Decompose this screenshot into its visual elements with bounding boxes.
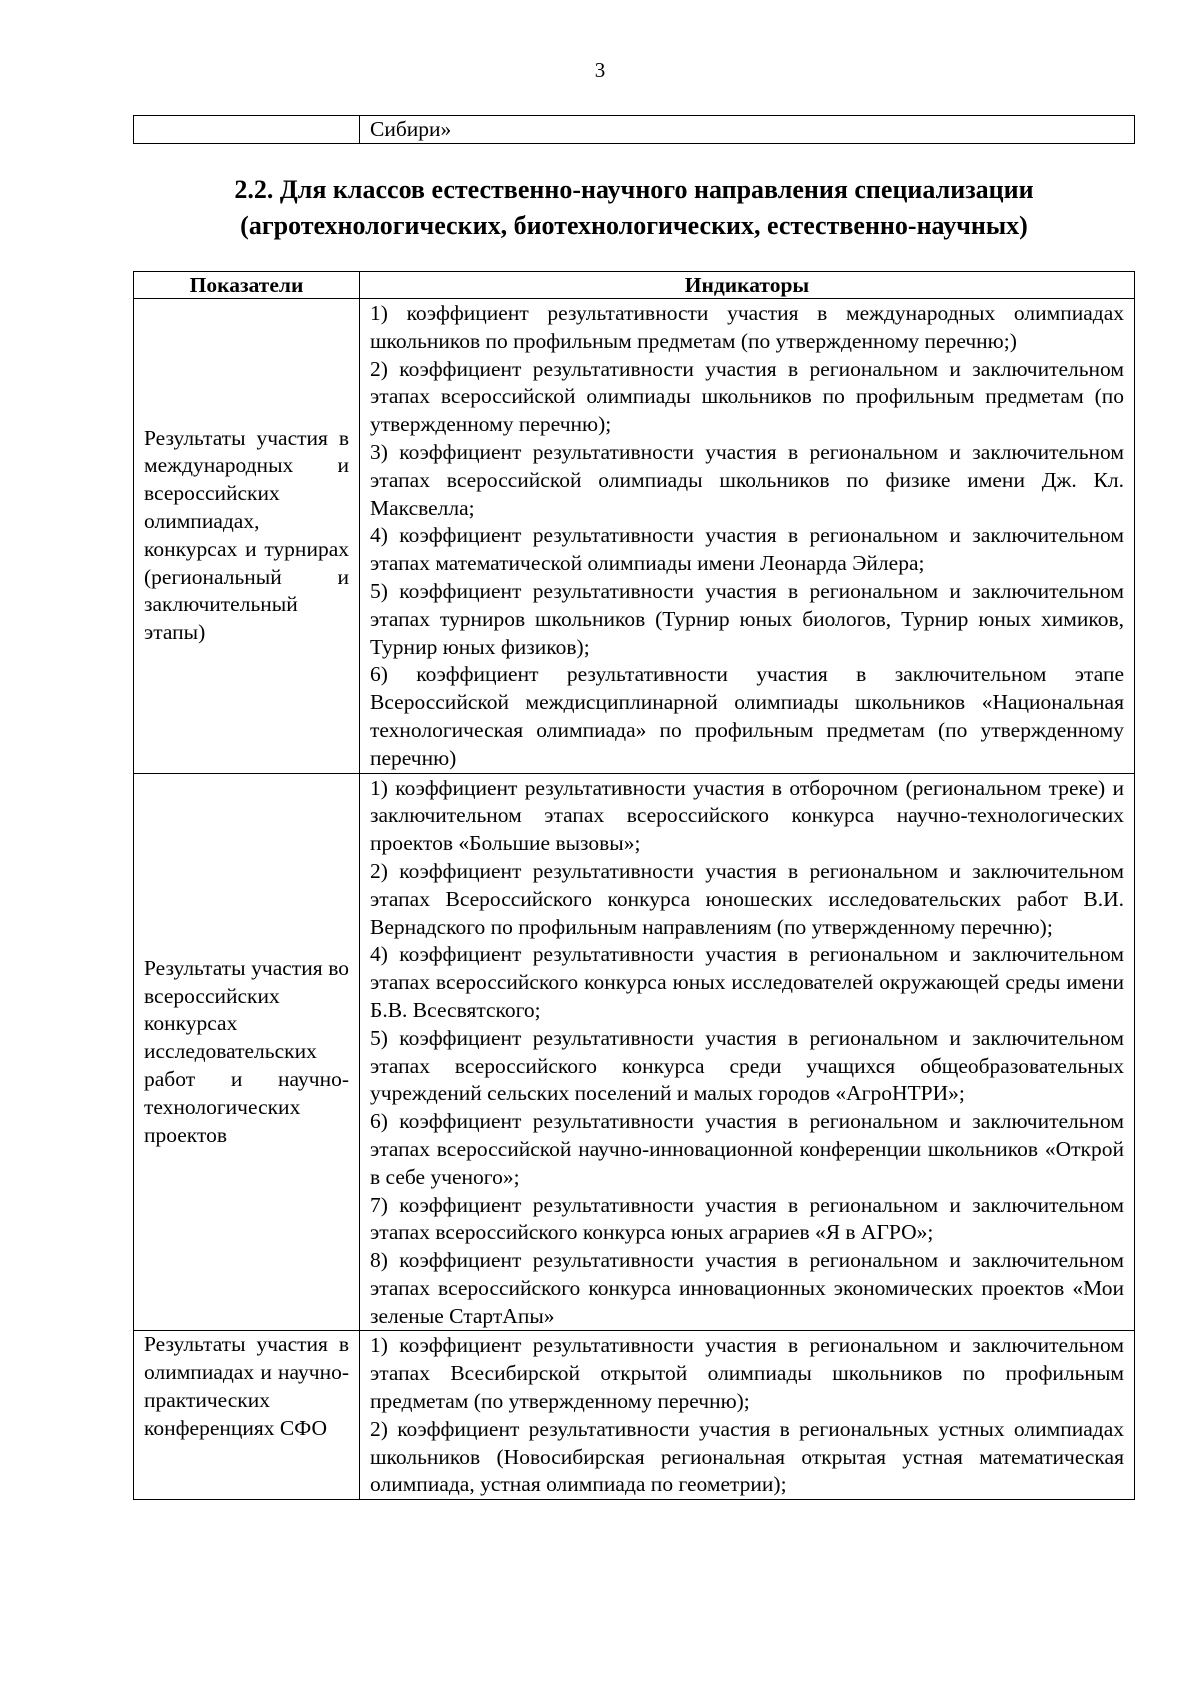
metric-item: 1) коэффициент результативности участия в региональном и заключительном этапах Всесибирской открытой олимпиады школьников по профильным предметам (по утвержденному перечню); <box>370 1333 1124 1414</box>
metric-item: 6) коэффициент результативности участия в заключительном этапе Всероссийской междисциплинарной олимпиады школьников «Национальная технологическая олимпиада» по профильным предметам (по утвержденному перечню) <box>370 662 1124 770</box>
continuation-cell-left <box>134 116 360 144</box>
metric-item: 6) коэффициент результативности участия в региональном и заключительном этапах всероссийской научно-инновационной конференции школьников «Открой в себе ученого»; <box>370 1109 1124 1189</box>
metric-item: 2) коэффициент результативности участия в региональном и заключительном этапах всероссийской олимпиады школьников по профильным предметам (по утвержденному перечню); <box>370 356 1124 437</box>
continuation-cell-right: Сибири» <box>360 116 1135 144</box>
continuation-table <box>133 115 1135 144</box>
metric-item: 4) коэффициент результативности участия в региональном и заключительном этапах всероссийского конкурса юных исследователей окружающей среды имени Б.В. Всесвятского; <box>370 942 1124 1022</box>
header-indicators: Показатели <box>134 272 360 299</box>
section-heading-line-1: 2.2. Для классов естественно-научного направления специализации <box>234 175 1034 204</box>
indicator-cell: Результаты участия во всероссийских конкурсах исследовательских работ и научно-технологических проектов <box>134 773 360 1331</box>
metric-item: 5) коэффициент результативности участия в региональном и заключительном этапах всероссийского конкурса среди учащихся общеобразовательных учреждений сельских поселений и малых городов «АгроНТРИ»; <box>370 1025 1124 1106</box>
metric-item: 3) коэффициент результативности участия в региональном и заключительном этапах всероссийской олимпиады школьников по физике имени Дж. Кл. Максвелла; <box>370 439 1124 520</box>
table-row <box>134 773 1135 1331</box>
metric-item: 5) коэффициент результативности участия в региональном и заключительном этапах турниров школьников (Турнир юных биологов, Турнир юных химиков, Турнир юных физиков); <box>370 578 1124 659</box>
section-heading-line-2: (агротехнологических, биотехнологических, естественно-научных) <box>240 211 1028 240</box>
metric-item: 1) коэффициент результативности участия в международных олимпиадах школьников по профильным предметам (по утвержденному перечню;) <box>370 301 1124 353</box>
metric-item: 2) коэффициент результативности участия в региональных устных олимпиадах школьников (Новосибирская региональная открытая устная математическая олимпиада, устная олимпиада по геометрии); <box>370 1416 1124 1497</box>
metrics-cell <box>360 299 1135 774</box>
header-metrics: Индикаторы <box>360 272 1135 299</box>
indicator-cell: Результаты участия в олимпиадах и научно-практических конференциях СФО <box>134 1331 360 1500</box>
indicators-table <box>133 271 1135 1500</box>
metric-item: 7) коэффициент результативности участия в региональном и заключительном этапах всероссийского конкурса юных аграриев «Я в АГРО»; <box>370 1192 1124 1245</box>
metrics-cell <box>360 1331 1135 1500</box>
indicator-cell: Результаты участия в международных и всероссийских олимпиадах, конкурсах и турнирах (региональный и заключительный этапы) <box>134 299 360 774</box>
table-header-row <box>134 272 1135 299</box>
table-row <box>134 116 1135 144</box>
metric-item: 8) коэффициент результативности участия в региональном и заключительном этапах всероссийского конкурса инновационных экономических проектов «Мои зеленые СтартАпы» <box>370 1248 1124 1328</box>
section-heading <box>133 172 1135 244</box>
metric-item: 2) коэффициент результативности участия в региональном и заключительном этапах Всероссийского конкурса юношеских исследовательских работ В.И. Вернадского по профильным направлениям (по утвержденному перечню); <box>370 858 1124 939</box>
metrics-cell <box>360 773 1135 1331</box>
metric-item: 4) коэффициент результативности участия в региональном и заключительном этапах математической олимпиады имени Леонарда Эйлера; <box>370 523 1124 576</box>
metric-item: 1) коэффициент результативности участия в отборочном (региональном треке) и заключительном этапах всероссийского конкурса научно-технологических проектов «Большие вызовы»; <box>370 775 1124 856</box>
page-number: 3 <box>594 58 606 82</box>
table-row <box>134 1331 1135 1500</box>
table-row <box>134 299 1135 774</box>
